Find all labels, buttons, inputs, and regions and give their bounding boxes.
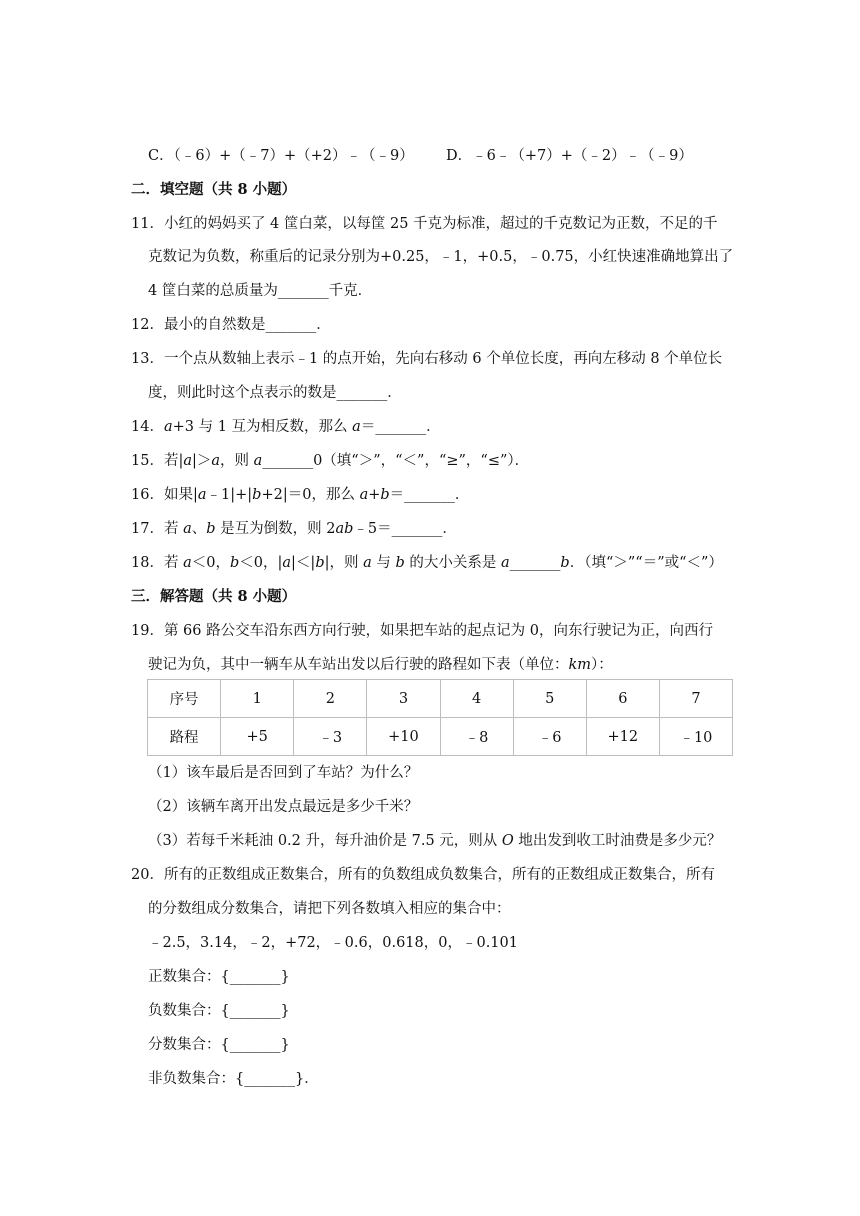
q20-fraction-set: 分数集合：{_______}	[148, 1037, 290, 1053]
answer-blank: _______	[509, 555, 561, 571]
q20-nonnegative-set: 非负数集合：{_______}．	[148, 1071, 319, 1087]
table-cell: +5	[221, 718, 294, 756]
answer-blank: _______	[375, 419, 427, 435]
q19-line-2: 驶记为负，其中一辆车从车站出发以后行驶的路程如下表（单位：km）：	[148, 657, 613, 673]
q11-line-3: 4 筐白菜的总质量为_______千克．	[148, 283, 373, 299]
q11-line-1: 11．小红的妈妈买了 4 筐白菜，以每筐 25 千克为标准，超过的千克数记为正数，不足的千	[131, 216, 718, 232]
q13-line-1: 13．一个点从数轴上表示﹣1 的点开始，先向右移动 6 个单位长度，再向左移动 8 个单位长	[131, 351, 723, 367]
q18: 18．若 a＜0，b＜0，|a|＜|b|，则 a 与 b 的大小关系是 a_______b．（填“＞”“＝”或“＜”）	[131, 555, 723, 571]
section-3-title: 三．解答题（共 8 小题）	[131, 588, 297, 605]
q20-numbers: ﹣2.5，3.14，﹣2，+72，﹣0.6，0.618，0，﹣0.101	[148, 935, 518, 951]
answer-blank: _______	[265, 317, 317, 333]
answer-blank: _______	[229, 1003, 281, 1019]
table-cell: ﹣6	[513, 718, 586, 756]
table-cell: 3	[367, 680, 440, 718]
q20-line-1: 20．所有的正数组成正数集合，所有的负数组成负数集合，所有的正数组成正数集合，所有	[131, 867, 715, 883]
table-cell: 2	[294, 680, 367, 718]
table-cell: +10	[367, 718, 440, 756]
table-row	[148, 718, 733, 756]
table-cell: ﹣8	[440, 718, 513, 756]
q13-line-2: 度，则此时这个点表示的数是_______．	[148, 385, 402, 401]
table-cell: 4	[440, 680, 513, 718]
table-cell: ﹣3	[294, 718, 367, 756]
answer-blank: _______	[229, 969, 281, 985]
table-row	[148, 680, 733, 718]
answer-blank: _______	[404, 487, 455, 503]
table-cell: 7	[659, 680, 732, 718]
q15: 15．若|a|＞a，则 a_______0（填“＞”，“＜”，“≥”，“≤”）．	[131, 453, 530, 469]
q20-line-2: 的分数组成分数集合，请把下列各数填入相应的集合中：	[148, 901, 511, 917]
q19-sub-2: （2）该辆车离开出发点最远是多少千米？	[148, 799, 419, 815]
q19-line-1: 19．第 66 路公交车沿东西方向行驶，如果把车站的起点记为 0，向东行驶记为正，向西行	[131, 623, 713, 639]
table-header-label: 序号	[148, 680, 221, 718]
q11-line-2: 克数记为负数，称重后的记录分别为+0.25，﹣1，+0.5，﹣0.75，小红快速准确地算出了	[148, 249, 734, 265]
table-row-label: 路程	[148, 718, 221, 756]
route-table	[147, 679, 733, 756]
q20-positive-set: 正数集合：{_______}	[148, 969, 290, 985]
table-cell: 6	[586, 680, 659, 718]
q20-negative-set: 负数集合：{_______}	[148, 1003, 290, 1019]
answer-blank: _______	[336, 385, 388, 401]
answer-blank: _______	[277, 283, 329, 299]
table-cell: 1	[221, 680, 294, 718]
table-cell: 5	[513, 680, 586, 718]
table-cell: ﹣10	[659, 718, 732, 756]
answer-blank: _______	[391, 521, 443, 537]
answer-blank: _______	[244, 1071, 295, 1087]
q10-option-c: C．（﹣6）+（﹣7）+（+2）﹣（﹣9）	[148, 148, 414, 164]
q19-sub-1: （1）该车最后是否回到了车站？为什么？	[148, 765, 419, 781]
q10-option-d: D．﹣6﹣（+7）+（﹣2）﹣（﹣9）	[446, 148, 693, 164]
q14: 14．a+3 与 1 互为相反数，那么 a＝_______．	[131, 419, 441, 435]
answer-blank: _______	[262, 453, 314, 469]
answer-blank: _______	[229, 1037, 281, 1053]
q19-sub-3: （3）若每千米耗油 0.2 升，每升油价是 7.5 元，则从 O 地出发到收工时油费是多少元？	[148, 833, 722, 849]
q12: 12．最小的自然数是_______．	[131, 317, 331, 333]
table-cell: +12	[586, 718, 659, 756]
q17: 17．若 a、b 是互为倒数，则 2ab﹣5＝_______．	[131, 521, 457, 537]
q16: 16．如果|a﹣1|+|b+2|＝0，那么 a+b＝_______．	[131, 487, 470, 503]
section-2-title: 二．填空题（共 8 小题）	[131, 181, 297, 198]
